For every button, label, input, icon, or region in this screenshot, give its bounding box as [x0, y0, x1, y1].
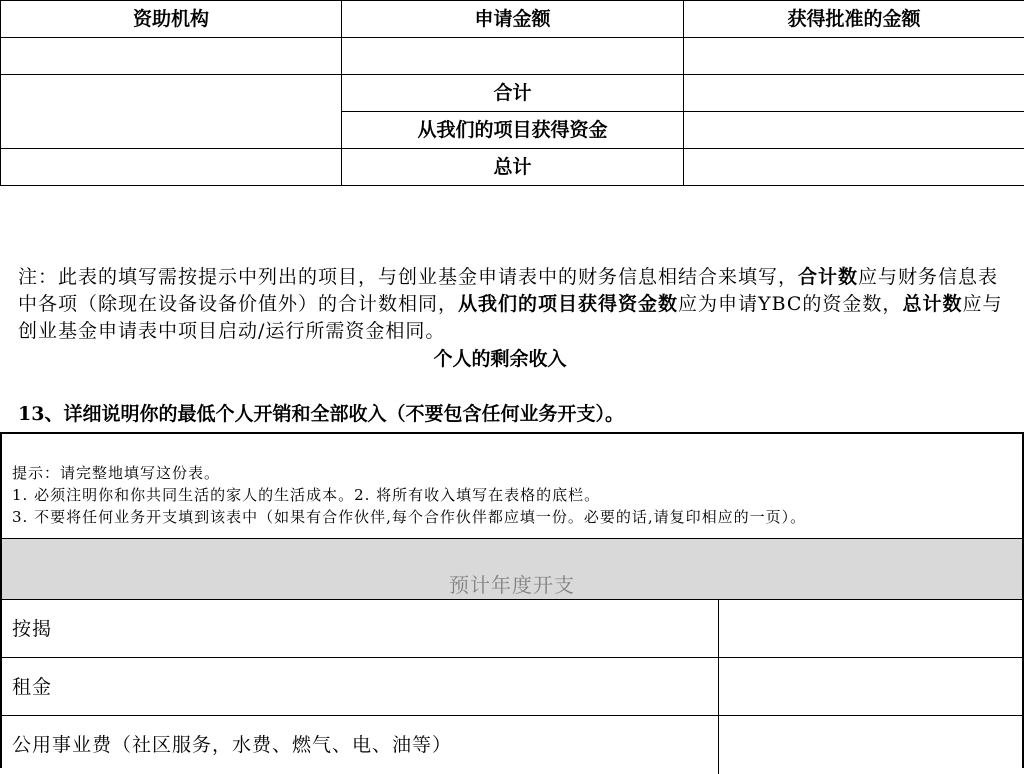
expense-row-utilities — [2, 716, 1022, 774]
table-note — [18, 264, 1003, 345]
from-project-label: 从我们的项目获得资金 — [342, 112, 684, 149]
cell-agency-total[interactable] — [1, 149, 342, 186]
header-amount-approved: 获得批准的金额 — [684, 1, 1024, 38]
expense-table — [0, 432, 1024, 768]
subtotal-label: 合计 — [342, 75, 684, 112]
note-text: 应与创业基金申请表中项目启动/运行所需资金相同。 — [18, 293, 1002, 342]
header-funding-agency: 资助机构 — [1, 1, 342, 38]
cell-from-project-value[interactable] — [684, 112, 1024, 149]
cell-requested-1[interactable] — [342, 38, 684, 75]
expense-value-cell[interactable] — [718, 600, 1022, 657]
cell-approved-1[interactable] — [684, 38, 1024, 75]
total-label: 总计 — [342, 149, 684, 186]
note-text: 应为申请YBC的资金数， — [678, 293, 902, 315]
expense-label: 按揭 — [12, 600, 52, 658]
expense-row-mortgage — [2, 600, 1022, 658]
table-header-row — [1, 1, 1024, 38]
table-row — [1, 38, 1024, 75]
cell-total-value[interactable] — [684, 149, 1024, 186]
header-amount-requested: 申请金额 — [342, 1, 684, 38]
note-bold-total: 总计数 — [902, 293, 962, 315]
expense-row-rent — [2, 658, 1022, 716]
table-row — [1, 149, 1024, 186]
note-text: 应与财务信息表中各项（除现在设备设备价值外）的合计数相同， — [18, 266, 998, 315]
hint-line: 3. 不要将任何业务开支填到该表中（如果有合作伙伴,每个合作伙伴都应填一份。必要的话,请复印相应的一页）。 — [12, 506, 806, 528]
cell-agency-1[interactable] — [1, 38, 342, 75]
expense-label: 租金 — [12, 658, 52, 716]
hint-line: 1. 必须注明你和你共同生活的家人的生活成本。2. 将所有收入填写在表格的底栏。 — [12, 484, 806, 506]
section-title: 个人的剩余收入 — [0, 346, 1000, 373]
note-bold-subtotal: 合计数 — [798, 266, 858, 288]
expense-band — [2, 538, 1022, 600]
note-bold-from-project: 从我们的项目获得资金数 — [458, 293, 678, 315]
table-row — [1, 75, 1024, 112]
funding-table — [0, 0, 1024, 186]
expense-band-title: 预计年度开支 — [2, 569, 1022, 598]
cell-subtotal-value[interactable] — [684, 75, 1024, 112]
expense-value-cell[interactable] — [718, 658, 1022, 715]
expense-label: 公用事业费（社区服务，水费、燃气、电、油等） — [12, 716, 452, 774]
hint-line: 提示：请完整地填写这份表。 — [12, 462, 806, 484]
note-text: 注：此表的填写需按提示中列出的项目，与创业基金申请表中的财务信息相结合来填写， — [18, 266, 798, 288]
cell-agency-merged[interactable] — [1, 75, 342, 149]
expense-value-cell[interactable] — [718, 716, 1022, 774]
question-13: 13、详细说明你的最低个人开销和全部收入（不要包含任何业务开支）。 — [18, 401, 624, 428]
hints-block — [12, 462, 806, 528]
